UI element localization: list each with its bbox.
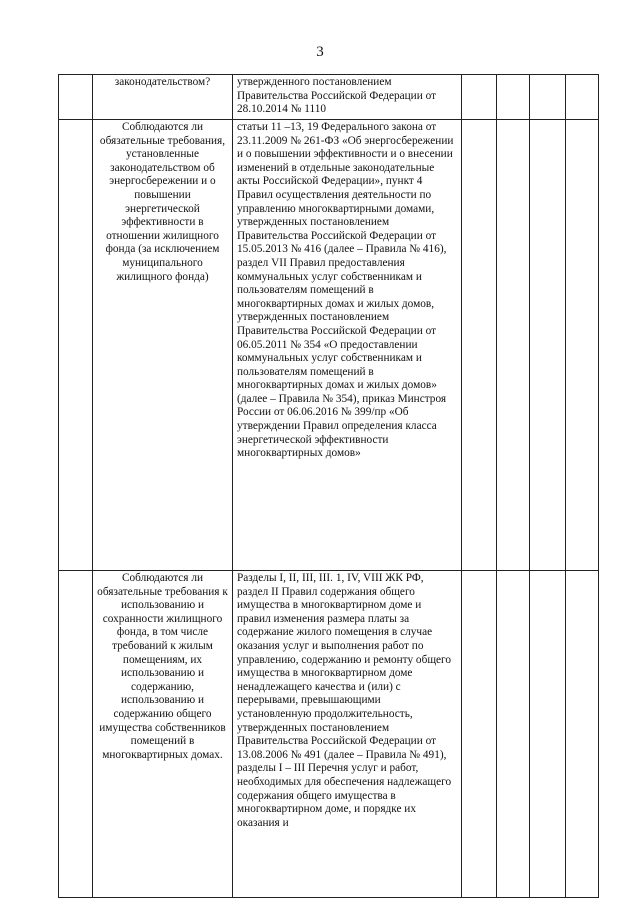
question-cell [93,75,233,120]
checklist-table [58,74,599,898]
table-row [59,571,599,898]
reference-text: Разделы I, II, III, III. 1, IV, VIII ЖК РФ, раздел II Правил содержания общего имущества в многоквартирном доме и правил изменения размера платы за содержание жилого помещения в случае оказания услуг и выполнения работ по управлению, содержанию и ремонту общего имущества в многоквартирном доме ненадлежащего качества и (или) с перерывами, превышающими установленную продолжительность, утвержденных постановлением Правительства Российской Федерации от 13.08.2006 № 491 (далее – Правила № 491), разделы I – III Перечня услуг и работ, необходимых для обеспечения надлежащего содержания общего имущества в многоквартирном доме, и порядке их оказания и [237,572,452,829]
question-cell [93,571,233,898]
row-number-cell [59,571,93,898]
answer-cell-not-applicable [530,75,566,120]
table-row [59,75,599,120]
answer-cell-yes [462,75,497,120]
answer-cell-yes [462,120,497,571]
reference-cell [233,120,462,571]
answer-cell-no [497,571,530,898]
answer-cell-no [497,120,530,571]
notes-cell [566,120,599,571]
question-text: Соблюдаются ли обязательные требования к использованию и сохранности жилищного фонда, в том числе требований к жилым помещениям, их использованию и содержанию, использованию и содержанию общего имущества собственников помещений в многоквартирных домах. [97,572,228,761]
notes-cell [566,571,599,898]
reference-cell [233,571,462,898]
row-number-cell [59,120,93,571]
answer-cell-not-applicable [530,120,566,571]
answer-cell-yes [462,571,497,898]
page-number: 3 [316,44,324,60]
row-number-cell [59,75,93,120]
reference-text: статьи 11 –13, 19 Федерального закона от 23.11.2009 № 261-ФЗ «Об энергосбережении и о повышении эффективности и о внесении изменений в отдельные законодательные акты Российской Федерации», пункт 4 Правил осуществления деятельности по управлению многоквартирными домами, утвержденных постановлением Правительства Российской Федерации от 15.05.2013 № 416 (далее – Правила № 416), раздел VII Правил предоставления коммунальных услуг собственникам и пользователям помещений в многоквартирных домах и жилых домов, утвержденных постановлением Правительства Российской Федерации от 06.05.2011 № 354 «О предоставлении коммунальных услуг собственникам и пользователям помещений в многоквартирных домах и жилых домов» (далее – Правила № 354), приказ Минстроя России от 06.06.2016 № 399/пр «Об утверждении Правил определения класса энергетической эффективности многоквартирных домов» [237,121,454,460]
reference-cell [233,75,462,120]
notes-cell [566,75,599,120]
question-text: Соблюдаются ли обязательные требования, установленные законодательством об энергосбережении и о повышении энергетической эффективности в отношении жилищного фонда (за исключением муниципального жилищного фонда) [99,121,226,283]
table-row [59,120,599,571]
reference-text: утвержденного постановлением Правительства Российской Федерации от 28.10.2014 № 1110 [237,76,437,116]
question-cell [93,120,233,571]
question-text: законодательством? [114,76,211,88]
answer-cell-not-applicable [530,571,566,898]
answer-cell-no [497,75,530,120]
